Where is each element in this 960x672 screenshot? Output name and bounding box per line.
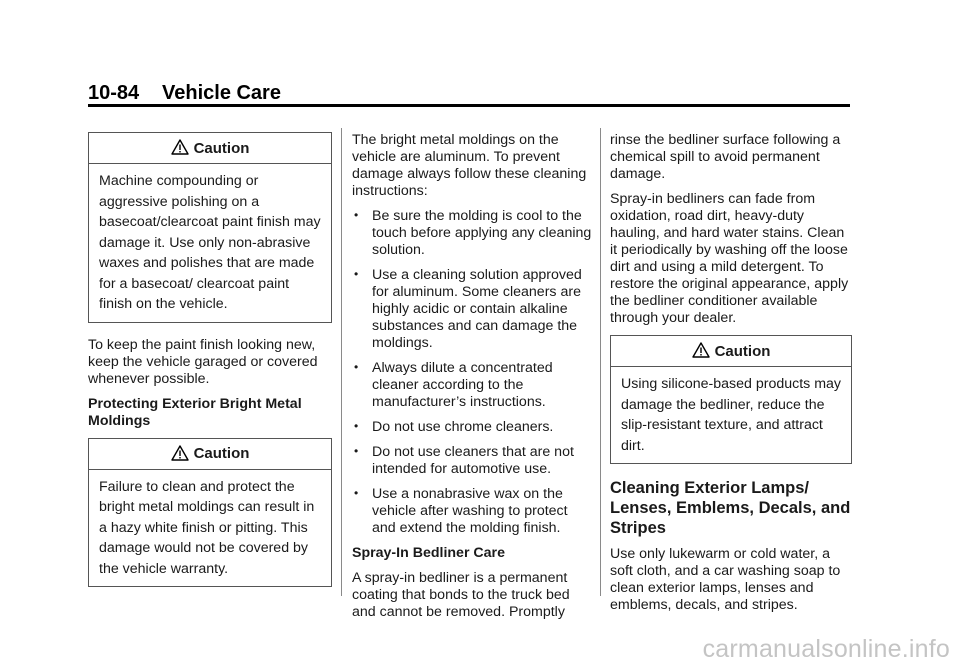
bullet-icon: •: [354, 267, 359, 281]
header-rule: [88, 104, 850, 107]
column-3: [610, 132, 852, 622]
warning-triangle-icon: [171, 139, 189, 155]
caution-header: [611, 336, 851, 367]
bullet-icon: •: [354, 486, 359, 500]
list-item: [352, 419, 592, 436]
bullet-icon: •: [354, 444, 359, 458]
column-divider: [341, 128, 342, 596]
caution-title: Caution: [193, 139, 250, 157]
list-item: [352, 267, 592, 352]
column-1: [88, 132, 332, 601]
caution-text: Machine compounding or aggressive polishing on a basecoat/clearcoat paint finish may damage it. Use only non-abrasive waxes and polishes that are made for a basecoat/ clearcoat paint finish on the vehicle.: [99, 173, 321, 312]
warning-triangle-icon: [171, 445, 189, 461]
section-heading: Cleaning Exterior Lamps/ Lenses, Emblems, Decals, and Stripes: [610, 479, 851, 537]
column-2: [352, 132, 592, 629]
caution-title: Caution: [714, 342, 771, 360]
subheading: Spray-In Bedliner Care: [352, 545, 505, 561]
page-number: 10-84: [88, 82, 140, 104]
section-title: Vehicle Care: [162, 82, 281, 104]
bullet-icon: •: [354, 419, 359, 433]
column-divider: [600, 128, 601, 596]
bullet-list: [352, 208, 592, 537]
list-item-text: Do not use chrome cleaners.: [372, 419, 554, 435]
caution-header: [89, 439, 331, 470]
warning-triangle-icon: [692, 342, 710, 358]
watermark: carmanualsonline.info: [702, 635, 950, 663]
bullet-icon: •: [354, 360, 359, 374]
caution-box: [88, 438, 332, 588]
bullet-icon: •: [354, 208, 359, 222]
caution-header: [89, 133, 331, 164]
paragraph: rinse the bedliner surface following a chemical spill to avoid permanent damage.: [610, 132, 841, 182]
caution-text: Failure to clean and protect the bright metal moldings can result in a hazy white finish or pitting. This damage would not be covered by the vehicle warranty.: [99, 478, 315, 577]
list-item: [352, 486, 592, 537]
list-item: [352, 444, 592, 478]
paragraph: Spray-in bedliners can fade from oxidation, road dirt, heavy-duty hauling, and hard water stains. Clean it periodically by washing off the loose dirt and using a mild detergent. To restore the original appearance, apply the bedliner conditioner available through your dealer.: [610, 191, 849, 326]
caution-title: Caution: [193, 445, 250, 462]
list-item-text: Always dilute a concentrated cleaner according to the manufacturer’s instructions.: [372, 360, 553, 410]
subheading: Protecting Exterior Bright Metal Moldings: [88, 395, 302, 429]
list-item-text: Use a nonabrasive wax on the vehicle after washing to protect and extend the molding finish.: [372, 486, 568, 536]
caution-text: Using silicone-based products may damage the bedliner, reduce the slip-resistant texture, and attract dirt.: [621, 376, 842, 454]
paragraph: The bright metal moldings on the vehicle are aluminum. To prevent damage always follow these cleaning instructions:: [352, 132, 587, 199]
paragraph: A spray-in bedliner is a permanent coating that bonds to the truck bed and cannot be removed. Promptly: [352, 570, 570, 620]
list-item-text: Use a cleaning solution approved for aluminum. Some cleaners are highly acidic or contain alkaline substances and can damage the moldings.: [372, 267, 582, 351]
list-item: [352, 208, 592, 259]
caution-box: [88, 132, 332, 323]
page-header: [88, 82, 281, 105]
list-item-text: Be sure the molding is cool to the touch before applying any cleaning solution.: [372, 208, 592, 258]
list-item: [352, 360, 592, 411]
paragraph: To keep the paint finish looking new, keep the vehicle garaged or covered whenever possible.: [88, 336, 318, 387]
list-item-text: Do not use cleaners that are not intended for automotive use.: [372, 444, 574, 477]
caution-box: [610, 335, 852, 464]
paragraph: Use only lukewarm or cold water, a soft cloth, and a car washing soap to clean exterior lamps, lenses and emblems, decals, and stripes.: [610, 546, 841, 613]
